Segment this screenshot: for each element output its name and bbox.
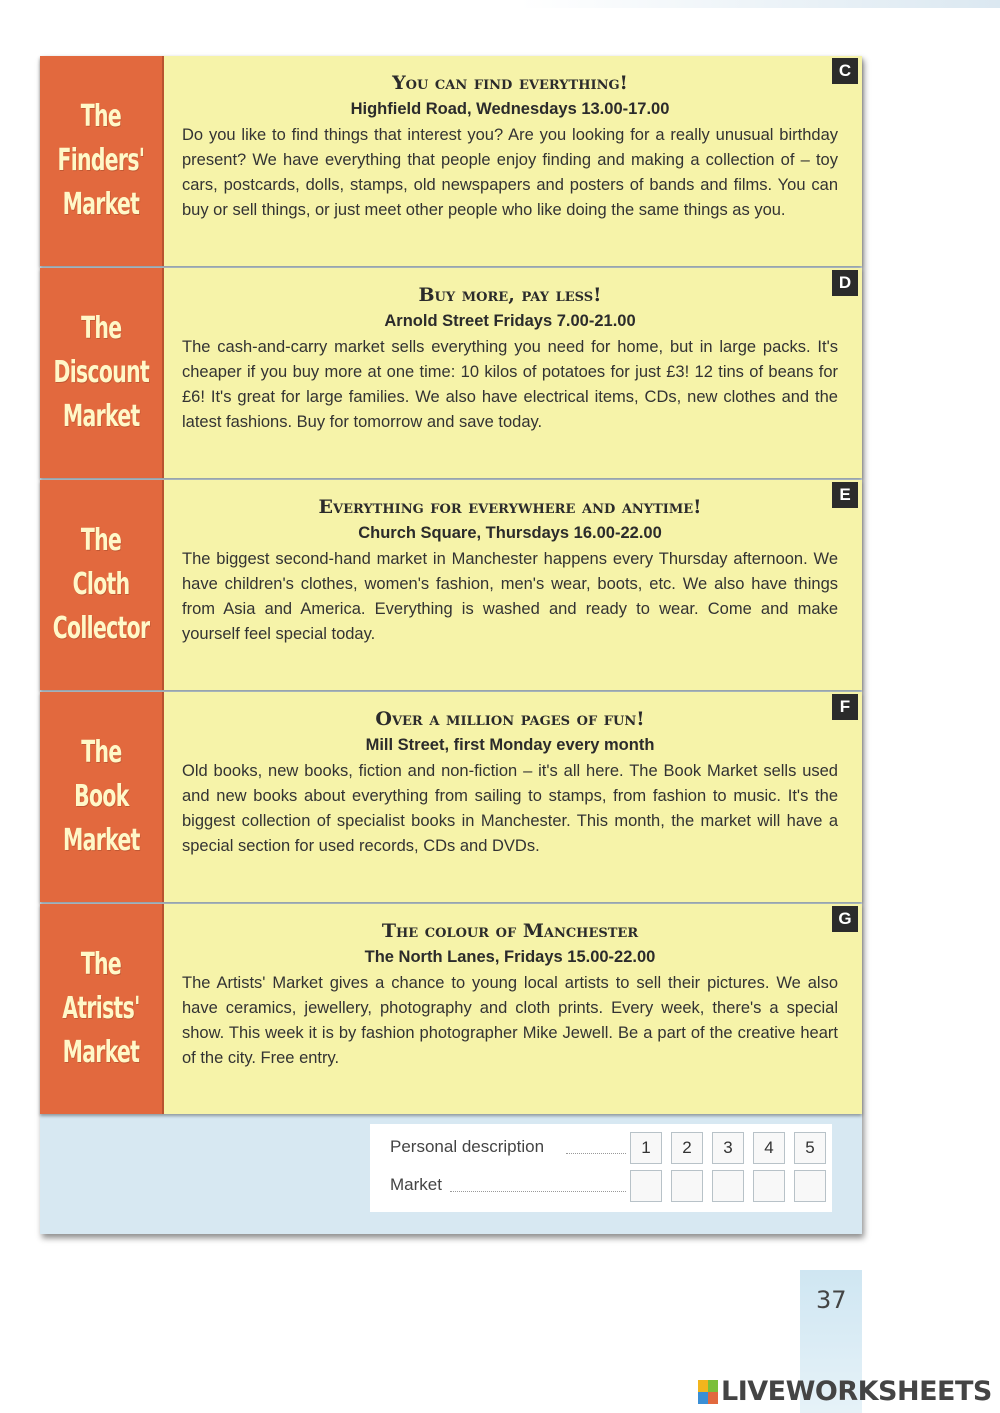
ad-location-time: Highfield Road, Wednesdays 13.00-17.00: [350, 100, 670, 118]
answer-number-3: 3: [712, 1132, 744, 1164]
market-name: The Book Market: [62, 735, 140, 858]
ad-location-time: Arnold Street Fridays 7.00-21.00: [384, 312, 636, 330]
answer-table: [370, 1124, 832, 1212]
brand-name: LIVEWORKSHEETS: [721, 1376, 992, 1407]
market-name-tab: [40, 268, 164, 478]
market-name-tab: [40, 480, 164, 690]
ad-letter-badge: E: [832, 482, 858, 508]
ad-body: The biggest second-hand market in Manchester happens every Thursday afternoon. We have children's clothes, women's fashion, men's wear, boots, etc. We also have things from Asia and America. Everything is washed and ready to wear. Come and make yourself feel special today.: [182, 550, 838, 643]
answer-row-label-market: Market: [390, 1175, 442, 1194]
market-card-cloth: [40, 480, 862, 690]
ad-body: Do you like to find things that interest you? Are you looking for a really unusual birthday present? We have everything that people enjoy finding and making a collection of – toy cars, postcards, dolls, stamps, old newspapers and posters of bands and films. You can buy or sell things, or just meet other people who like doing the same things as you.: [182, 126, 838, 219]
ad-letter-badge: G: [832, 906, 858, 932]
market-name-tab: [40, 904, 164, 1114]
market-name-tab: [40, 692, 164, 902]
answer-row-label-description: Personal description: [390, 1137, 545, 1156]
market-card-book: [40, 692, 862, 902]
ad-headline: The colour of Manchester: [381, 920, 639, 942]
answer-input-4[interactable]: [753, 1170, 785, 1202]
market-ad: [164, 268, 862, 478]
brand-logo: [698, 1376, 992, 1407]
brand-icon: [698, 1380, 718, 1404]
ad-body: The cash-and-carry market sells everything you need for home, but in large packs. It's cheaper if you buy more at one time: 10 kilos of potatoes for just £3! 12 tins of beans for £6! It's great for large families. We also have electrical items, CDs, new clothes and the latest fashions. Buy for tomorrow and save today.: [182, 338, 838, 431]
market-name: The Cloth Collector: [52, 523, 150, 646]
market-name-tab: [40, 56, 164, 266]
market-sheet: [40, 56, 862, 1234]
dotted-leader: [566, 1152, 626, 1154]
answer-number-2: 2: [671, 1132, 703, 1164]
ad-location-time: The North Lanes, Fridays 15.00-22.00: [364, 948, 656, 966]
ad-body: The Artists' Market gives a chance to young local artists to sell their pictures. We also have ceramics, jewellery, photography and cloth prints. Every week, there's a special show. This week it is by fashion photographer Mike Jewell. Be a part of the creative heart of the city. Free entry.: [182, 974, 838, 1067]
answer-input-5[interactable]: [794, 1170, 826, 1202]
market-card-discount: [40, 268, 862, 478]
answer-number-5: 5: [794, 1132, 826, 1164]
answer-input-2[interactable]: [671, 1170, 703, 1202]
ad-headline: Everything for everywhere and anytime!: [318, 496, 702, 518]
ad-location-time: Mill Street, first Monday every month: [365, 736, 655, 754]
market-name: The Finders' Market: [57, 99, 145, 222]
market-ad: [164, 480, 862, 690]
market-card-finders: [40, 56, 862, 266]
answer-number-1: 1: [630, 1132, 662, 1164]
page-number: 37: [816, 1286, 847, 1314]
answer-number-4: 4: [753, 1132, 785, 1164]
ad-letter-badge: F: [832, 694, 858, 720]
market-name: The Discount Market: [53, 311, 149, 434]
top-decoration: [520, 0, 1000, 8]
market-ad: [164, 692, 862, 902]
ad-letter-badge: C: [832, 58, 858, 84]
market-card-artists: [40, 904, 862, 1114]
ad-location-time: Church Square, Thursdays 16.00-22.00: [358, 524, 662, 542]
dotted-leader: [450, 1190, 626, 1192]
ad-letter-badge: D: [832, 270, 858, 296]
ad-headline: Over a million pages of fun!: [375, 708, 645, 730]
ad-headline: You can find everything!: [392, 72, 628, 94]
market-ad: [164, 904, 862, 1114]
ad-headline: Buy more, pay less!: [418, 284, 602, 306]
ad-body: Old books, new books, fiction and non-fiction – it's all here. The Book Market sells used and new books about everything from sailing to stamps, from fashion to music. It's the biggest collection of specialist books in Manchester. This month, the market will have a special section for used records, CDs and DVDs.: [182, 762, 838, 855]
market-ad: [164, 56, 862, 266]
market-name: The Atrists' Market: [62, 947, 140, 1070]
answer-input-1[interactable]: [630, 1170, 662, 1202]
answer-input-3[interactable]: [712, 1170, 744, 1202]
